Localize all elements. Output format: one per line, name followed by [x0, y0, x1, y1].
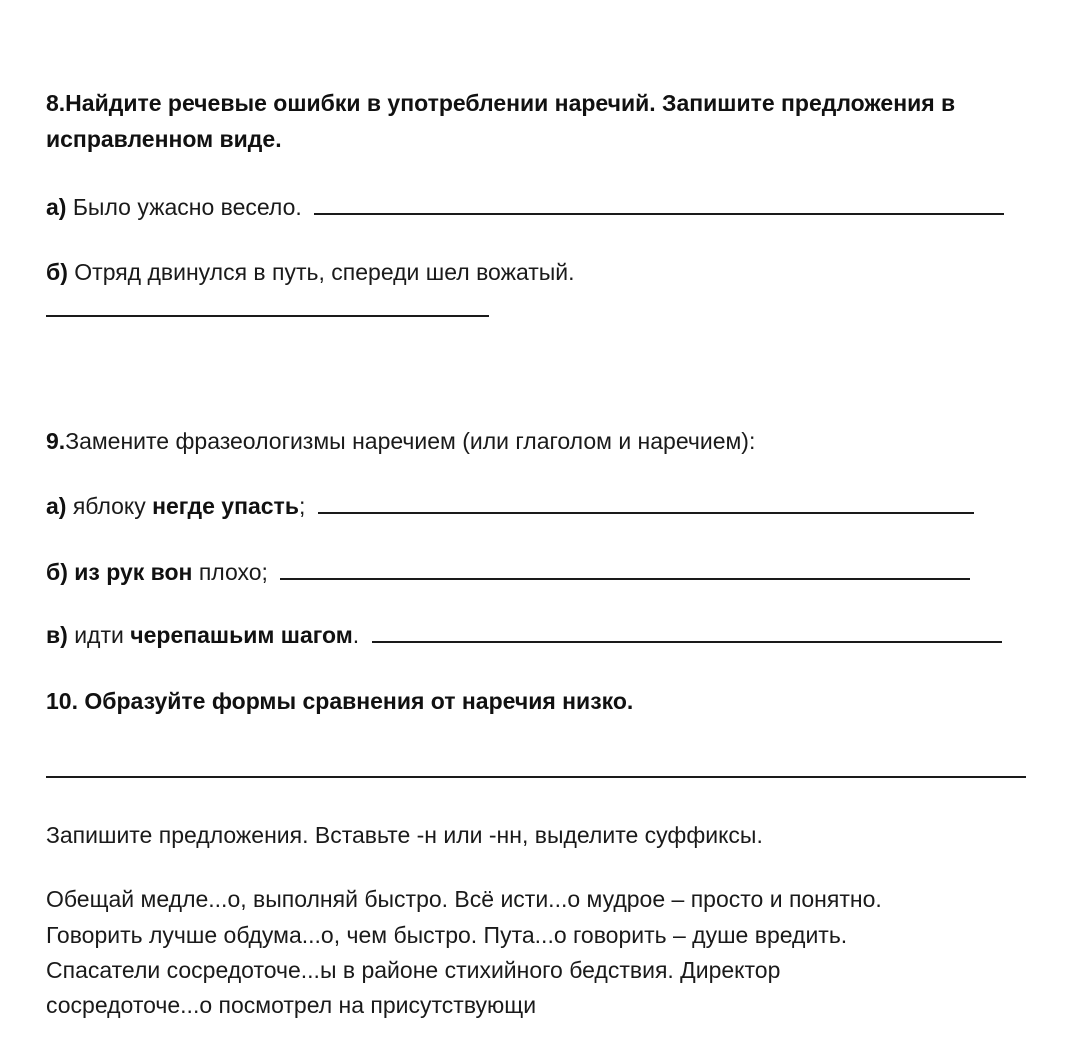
q8-item-b — [46, 257, 575, 287]
q8-a-answer-blank[interactable] — [314, 212, 1004, 215]
q8-a-label: а) — [46, 194, 67, 220]
q9-title-text: Замените фразеологизмы наречием (или глаголом и наречием): — [65, 428, 756, 454]
q9-c-phrase: черепашьим шагом — [130, 622, 353, 648]
q9-a-pre: яблоку — [66, 493, 153, 519]
q9-a-label: а) — [46, 493, 67, 519]
q9-number: 9. — [46, 428, 66, 454]
task-line-4: сосредоточе...о посмотрел на присутствующи — [46, 992, 537, 1018]
q9-title — [46, 426, 755, 456]
q10-title: 10. Образуйте формы сравнения от наречия низко. — [46, 688, 634, 714]
q8-title-line1: 8.Найдите речевые ошибки в употреблении наречий. Запишите предложения в — [46, 90, 956, 116]
task-line-3: Спасатели сосредоточе...ы в районе стихийного бедствия. Директор — [46, 957, 781, 983]
q8-item-a — [46, 192, 1004, 222]
q9-c-post: . — [352, 622, 366, 648]
q8-a-text: Было ужасно весело. — [66, 194, 309, 220]
task-title: Запишите предложения. Вставьте -н или -нн, выделите суффиксы. — [46, 822, 763, 848]
q8-b-label: б) — [46, 259, 68, 285]
q9-b-answer-blank[interactable] — [280, 577, 970, 580]
q9-c-answer-blank[interactable] — [372, 640, 1002, 643]
q8-b-answer-blank[interactable] — [46, 315, 489, 317]
q9-a-post: ; — [298, 493, 312, 519]
q9-item-a — [46, 491, 974, 521]
q10-answer-blank[interactable] — [46, 776, 1026, 778]
q8-title-line2: исправленном виде. — [46, 126, 282, 152]
q9-a-answer-blank[interactable] — [318, 511, 974, 514]
task-line-2: Говорить лучше обдума...о, чем быстро. Пута...о говорить – душе вредить. — [46, 922, 848, 948]
q9-c-label: в) — [46, 622, 68, 648]
q9-a-phrase: негде упасть — [152, 493, 299, 519]
q9-c-pre: идти — [67, 622, 131, 648]
task-line-1: Обещай медле...о, выполняй быстро. Всё исти...о мудрое – просто и понятно. — [46, 886, 882, 912]
q9-item-c — [46, 620, 1002, 650]
q9-b-post: плохо; — [192, 559, 275, 585]
q8-b-text: Отряд двинулся в путь, спереди шел вожатый. — [67, 259, 575, 285]
q9-b-label: б) из рук вон — [46, 559, 193, 585]
q9-item-b — [46, 557, 970, 587]
